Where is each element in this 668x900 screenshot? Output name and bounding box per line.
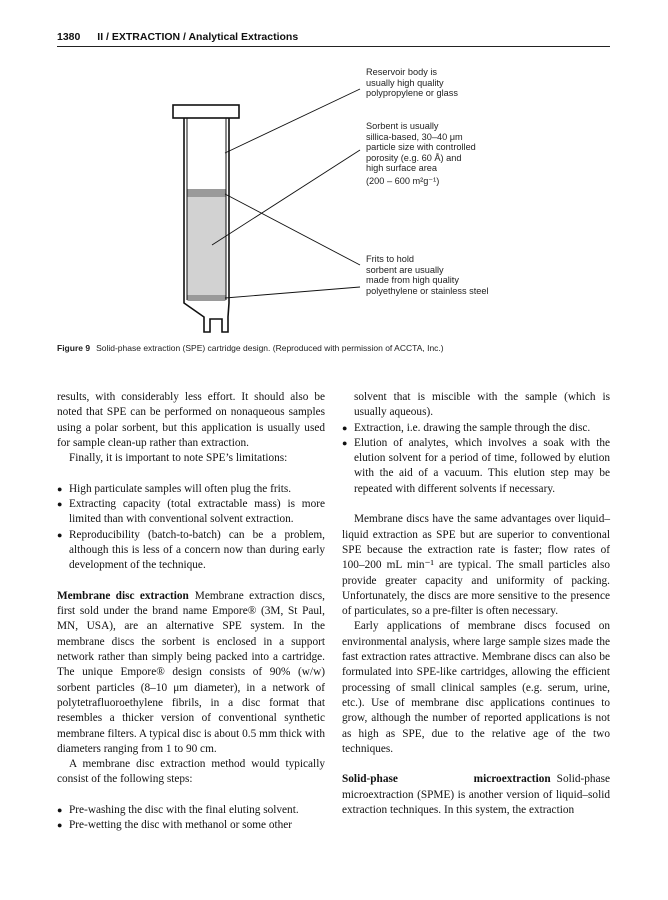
section-heading: Solid-phase microextraction [342, 773, 551, 786]
paragraph: Finally, it is important to note SPE’s limitations: [69, 452, 288, 465]
callout-line: particle size with controlled [366, 142, 476, 152]
list-item-continuation: solvent that is miscible with the sample (which is usually aqueous). [354, 391, 610, 419]
section-title: II / EXTRACTION / Analytical Extractions [97, 31, 299, 43]
lower-frit [188, 295, 226, 301]
leader-line-sorbent [212, 150, 360, 245]
list-item: ● Pre-wetting the disc with methanol or some other [57, 818, 325, 833]
figure-caption-text: Solid-phase extraction (SPE) cartridge design. (Reproduced with permission of ACCTA, Inc.) [96, 343, 444, 353]
callout-line: made from high quality [366, 275, 459, 285]
paragraph: A membrane disc extraction method would typically consist of the following steps: [57, 758, 325, 786]
leader-line-upper-frit [225, 194, 360, 265]
callout-line: high surface area [366, 163, 437, 173]
callout-sorbent [366, 121, 476, 186]
sorbent-bed [188, 197, 226, 295]
callout-line: Reservoir body is [366, 67, 437, 77]
leader-line-reservoir [225, 89, 360, 153]
page-number: 1380 [57, 31, 81, 43]
leader-line-lower-frit [225, 287, 360, 298]
section-heading: Membrane disc extraction [57, 589, 189, 602]
paragraph: Membrane discs have the same advantages over liquid–liquid extraction as SPE but are superior to conventional SPE because the extraction rate is faster; flow rates of 100–200 mL min⁻¹ are typical. The small particles also provide greater capacity and uniformity of packing. Unfortunately, the discs are more sensitive to the presence of particulates, so a pre-filter is often necessary. [342, 513, 610, 618]
list-item: ● Extraction, i.e. drawing the sample through the disc. [342, 421, 610, 436]
paragraph [342, 772, 610, 818]
paragraph-text: Membrane extraction discs, first sold under the brand name Empore® (3M, St Paul, MN, USA), are an alternative SPE system. In the membrane discs the sorbent is enclosed in a support network rather than simply being packed into a cartridge. The unique Empore® design consists of 90% (w/w) sorbent particles (8–10 μm diameter), in a network of polytetrafluoroethylene fibrils, in a disc format that resembles a thicker version of conventional synthetic membrane filters. A typical disc is about 0.5 mm thick with diameters ranging from 1 to 90 cm. [57, 589, 326, 755]
spe-cartridge-diagram [57, 55, 610, 345]
callout-reservoir [366, 67, 458, 99]
running-header [57, 30, 610, 47]
callout-line: Frits to hold [366, 254, 414, 264]
paragraph [57, 589, 325, 757]
list-item: ● Pre-washing the disc with the final eluting solvent. [57, 803, 325, 818]
callout-line: Sorbent is usually [366, 121, 439, 131]
callout-line: (200 – 600 m²g⁻¹) [366, 175, 440, 186]
callout-line: porosity (e.g. 60 Å) and [366, 152, 462, 163]
reservoir-rim [173, 105, 239, 118]
callout-line: usually high quality [366, 77, 444, 88]
paragraph: results, with considerably less effort. It should also be noted that SPE can be performed on nonaqueous samples using a polar sorbent, but this application is usually used for sample clean-up rather than extraction. [57, 391, 325, 449]
upper-frit [188, 189, 226, 197]
callout-line: sorbent are usually [366, 264, 444, 275]
list-item: ● Reproducibility (batch-to-batch) can be a problem, although this is less of a concern now than during early development of the technique. [57, 528, 325, 574]
figure-caption [57, 343, 610, 353]
paragraph-text: Solid-phase microextraction (SPME) is another version of liquid–solid extraction techniques. In this system, the extraction [342, 773, 610, 817]
callout-line: polypropylene or glass [366, 88, 458, 98]
list-item: ● Extracting capacity (total extractable mass) is more limited than with conventional solvent extraction. [57, 497, 325, 528]
paragraph: Early applications of membrane discs focused on environmental analysis, where large sample sizes made the fast extraction rates attractive. Membrane discs can also be formulated into SPE-like cartridges, allowing the efficient processing of small clinical samples (e.g. serum, urine, etc.). Use of membrane disc applications continues to grow, although the number of reported applications is not as high as SPE, due to the relative age of the two techniques. [342, 620, 610, 755]
callout-line: sillica-based, 30–40 μm [366, 131, 463, 142]
right-column [342, 390, 610, 818]
list-item: ● High particulate samples will often plug the frits. [57, 482, 325, 497]
callout-line: polyethylene or stainless steel [366, 285, 489, 296]
callout-frits [366, 254, 489, 296]
spe-cartridge-figure [57, 55, 610, 355]
left-column [57, 390, 325, 834]
list-item: ● Elution of analytes, which involves a soak with the elution solvent for a period of time, followed by elution with the aid of a vacuum. This elution step may be repeated with different solvents if necessary. [342, 436, 610, 497]
figure-label: Figure 9 [57, 343, 91, 353]
